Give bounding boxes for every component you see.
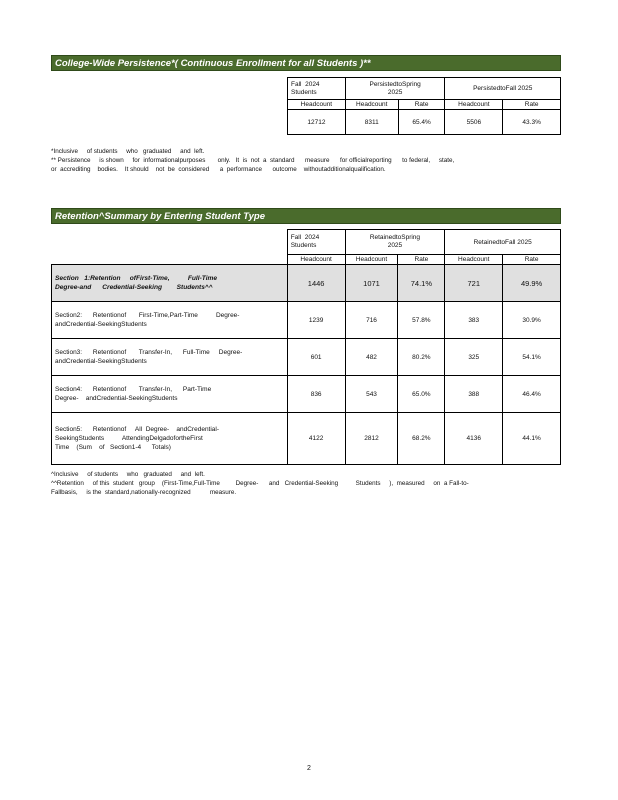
col-persisted-spring: PersistedtoSpring 2025	[345, 78, 445, 100]
section1-note2: ** Persistence is shown for informationalpurposes only. It is not a standard measure for officialreporting to federal, state,	[51, 157, 455, 164]
cell-value: 46.4%	[503, 376, 561, 413]
cell-value: 4122	[287, 413, 345, 465]
subheader-headcount: Headcount	[445, 255, 503, 265]
cell-value: 68.2%	[398, 413, 445, 465]
section1-note3: or accrediting bodies. It should not be considered a performance outcome withoutadditionalqualification.	[51, 166, 386, 173]
section2-note2: ^^Retention of this student group (First-Time,Full-Time Degree- and Credential-Seeking Students ), measured on a Fall-to-	[51, 480, 469, 487]
table-row	[288, 110, 561, 135]
cell-value: 1071	[345, 265, 398, 302]
cell-spring-headcount: 8311	[345, 110, 398, 135]
subheader-rate: Rate	[398, 100, 445, 110]
section2-note1: ^Inclusive of students who graduated and left.	[51, 471, 205, 478]
cell-value: 601	[287, 339, 345, 376]
cell-value: 543	[345, 376, 398, 413]
table-row	[52, 339, 561, 376]
section1-title-bar	[51, 55, 561, 71]
cell-value: 1446	[287, 265, 345, 302]
cell-value: 1239	[287, 302, 345, 339]
cell-fall2-rate: 43.3%	[503, 110, 561, 135]
persistence-table	[287, 77, 561, 135]
cell-value: 74.1%	[398, 265, 445, 302]
table-row	[52, 413, 561, 465]
cell-value: 721	[445, 265, 503, 302]
section1-title: College-Wide Persistence*( Continuous Enrollment for all Students )**	[55, 58, 371, 69]
table-row	[52, 302, 561, 339]
table-row	[52, 376, 561, 413]
cell-value: 57.8%	[398, 302, 445, 339]
cell-value: 65.0%	[398, 376, 445, 413]
subheader-headcount: Headcount	[445, 100, 503, 110]
cell-value: 4136	[445, 413, 503, 465]
subheader-headcount: Headcount	[345, 255, 398, 265]
row-label: Section4: Retentionof Transfer-In, Part-Time Degree- andCredential-SeekingStudents	[52, 376, 288, 413]
section2-note3: Fallbasis, is the standard,nationally-recognized measure.	[51, 489, 237, 496]
col-retained-spring: RetainedtoSpring 2025	[345, 230, 445, 255]
subheader-headcount: Headcount	[288, 100, 346, 110]
col-fall-students: Fall 2024 Students	[288, 78, 346, 100]
cell-value: 383	[445, 302, 503, 339]
section2-title-bar	[51, 208, 561, 224]
table-row	[52, 265, 561, 302]
col-retained-fall: RetainedtoFall 2025	[445, 230, 561, 255]
row-label: Section 1:Retention ofFirst-Time, Full-Time Degree-and Credential-Seeking Students^^	[52, 265, 288, 302]
col-persisted-fall: PersistedtoFall 2025	[445, 78, 561, 100]
retention-table	[51, 229, 561, 465]
row-label: Section5: Retentionof All Degree- andCredential- SeekingStudents AttendingDelgadofortheFirst Time (Sum of Section1-4 Totals)	[52, 413, 288, 465]
cell-value: 49.9%	[503, 265, 561, 302]
cell-fall-headcount: 12712	[288, 110, 346, 135]
page-number: 2	[307, 765, 311, 772]
cell-value: 388	[445, 376, 503, 413]
cell-spring-rate: 65.4%	[398, 110, 445, 135]
row-label: Section3: Retentionof Transfer-In, Full-Time Degree- andCredential-SeekingStudents	[52, 339, 288, 376]
cell-value: 54.1%	[503, 339, 561, 376]
row-label: Section2: Retentionof First-Time,Part-Time Degree- andCredential-SeekingStudents	[52, 302, 288, 339]
cell-value: 836	[287, 376, 345, 413]
cell-value: 80.2%	[398, 339, 445, 376]
col-fall-students: Fall 2024 Students	[287, 230, 345, 255]
subheader-headcount: Headcount	[345, 100, 398, 110]
cell-value: 2812	[345, 413, 398, 465]
subheader-rate: Rate	[398, 255, 445, 265]
cell-value: 30.9%	[503, 302, 561, 339]
cell-fall2-headcount: 5506	[445, 110, 503, 135]
subheader-headcount: Headcount	[287, 255, 345, 265]
subheader-rate: Rate	[503, 100, 561, 110]
cell-value: 716	[345, 302, 398, 339]
section2-title: Retention^Summary by Entering Student Type	[55, 211, 265, 222]
cell-value: 325	[445, 339, 503, 376]
cell-value: 482	[345, 339, 398, 376]
cell-value: 44.1%	[503, 413, 561, 465]
subheader-rate: Rate	[503, 255, 561, 265]
section1-note1: *Inclusive of students who graduated and left.	[51, 148, 205, 155]
